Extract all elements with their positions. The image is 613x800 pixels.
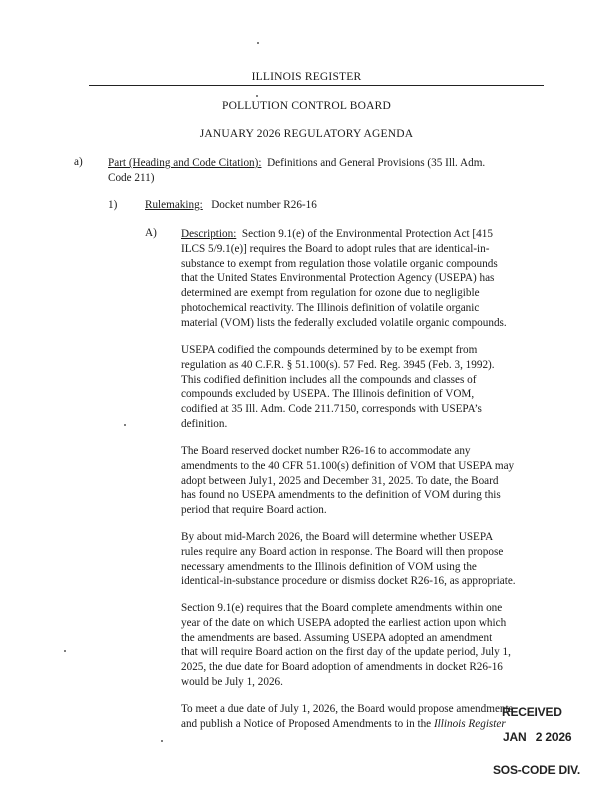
paragraph-line: year of the date on which USEPA adopted the earliest action upon which	[181, 616, 507, 629]
paragraph-line: By about mid-March 2026, the Board will determine whether USEPA	[181, 531, 494, 543]
scan-speck	[256, 95, 258, 97]
paragraph-line: codified at 35 Ill. Adm. Code 211.7150, corresponds with USEPA’s	[181, 403, 482, 416]
paragraph-due-date	[181, 601, 553, 690]
paragraph-line-prefix: and publish a Notice of Proposed Amendments to in the	[181, 717, 434, 730]
item-a-text-line2: Code 211)	[108, 172, 155, 184]
item-1-text: Docket number R26-16	[211, 199, 317, 211]
paragraph-mid-march	[181, 530, 553, 589]
scan-speck	[124, 424, 126, 426]
agenda-title: JANUARY 2026 REGULATORY AGENDA	[199, 128, 414, 140]
illinois-register-italic: Illinois Register	[433, 717, 506, 730]
paragraph-line: the amendments are based. Assuming USEPA adopted an amendment	[181, 631, 493, 644]
description-line: determined are exempt from regulation for ozone due to negligible	[181, 287, 480, 300]
description-line: material (VOM) lists the federally excluded volatile organic compounds.	[181, 316, 507, 329]
item-1-marker: 1)	[108, 199, 118, 211]
item-a-label: Part (Heading and Code Citation):	[108, 157, 262, 169]
paragraph-line: amendments to the 40 CFR 51.100(s) definition of VOM that USEPA may	[181, 459, 515, 472]
header-rule	[89, 85, 544, 86]
item-1-heading	[145, 199, 317, 211]
paragraph-line: 2025, the due date for Board adoption of amendments in docket R26-16	[181, 661, 503, 674]
paragraph-line: identical-in-substance procedure or dismiss docket R26-16, as appropriate.	[181, 575, 516, 588]
board-title: POLLUTION CONTROL BOARD	[221, 100, 391, 112]
paragraph-line: The Board reserved docket number R26-16 to accommodate any	[181, 445, 471, 457]
paragraph-propose-amendments	[181, 702, 553, 732]
item-1-label: Rulemaking:	[145, 199, 203, 211]
paragraph-docket-reserved	[181, 444, 553, 518]
paragraph-line: that will require Board action on the first day of the update period, July 1,	[181, 646, 511, 659]
paragraph-line	[181, 717, 553, 732]
paragraph-line: would be July 1, 2026.	[181, 675, 283, 688]
description-paragraph	[181, 227, 553, 331]
description-line: ILCS 5/9.1(e)] requires the Board to adopt rules that are identical-in-	[181, 242, 490, 255]
paragraph-line: has found no USEPA amendments to the definition of VOM during this	[181, 489, 501, 502]
description-label: Description:	[181, 228, 237, 240]
stamp-date: JAN 2 2026	[503, 730, 572, 744]
scan-speck	[257, 42, 259, 44]
item-a-marker: a)	[74, 156, 83, 168]
description-line: photochemical reactivity. The Illinois definition of volatile organic	[181, 301, 480, 314]
paragraph-line: This codified definition includes all the compounds and classes of	[181, 373, 477, 386]
description-first-line: Section 9.1(e) of the Environmental Protection Act [415	[241, 228, 493, 240]
paragraph-line: compounds excluded by USEPA. The Illinois definition of VOM,	[181, 388, 475, 401]
paragraph-line: To meet a due date of July 1, 2026, the Board would propose amendments	[181, 703, 513, 715]
paragraph-usepa-codified	[181, 343, 553, 432]
description-line: substance to exempt from regulation those volatile organic compounds	[181, 257, 498, 270]
paragraph-line: regulation as 40 C.F.R. § 51.100(s). 57 Fed. Reg. 3945 (Feb. 3, 1992).	[181, 358, 495, 371]
paragraph-line: definition.	[181, 417, 228, 430]
paragraph-line: USEPA codified the compounds determined by to be exempt from	[181, 344, 478, 356]
paragraph-line: necessary amendments to the Illinois definition of VOM using the	[181, 560, 477, 573]
paragraph-line: Section 9.1(e) requires that the Board complete amendments within one	[181, 602, 503, 614]
paragraph-line: period that require Board action.	[181, 504, 327, 517]
stamp-received: RECEIVED	[502, 705, 562, 719]
stamp-division: SOS-CODE DIV.	[493, 763, 580, 777]
scan-speck	[161, 740, 163, 742]
item-a-heading	[108, 156, 558, 186]
item-a-text-line1: Definitions and General Provisions (35 Ill. Adm.	[267, 157, 486, 169]
item-A-marker: A)	[145, 227, 157, 239]
description-line: that the United States Environmental Protection Agency (USEPA) has	[181, 272, 495, 285]
paragraph-line: adopt between July1, 2025 and December 31, 2025. To date, the Board	[181, 474, 499, 487]
register-title: ILLINOIS REGISTER	[251, 71, 362, 83]
scan-speck	[64, 650, 66, 652]
paragraph-line: rules require any Board action in response. The Board will then propose	[181, 545, 504, 558]
